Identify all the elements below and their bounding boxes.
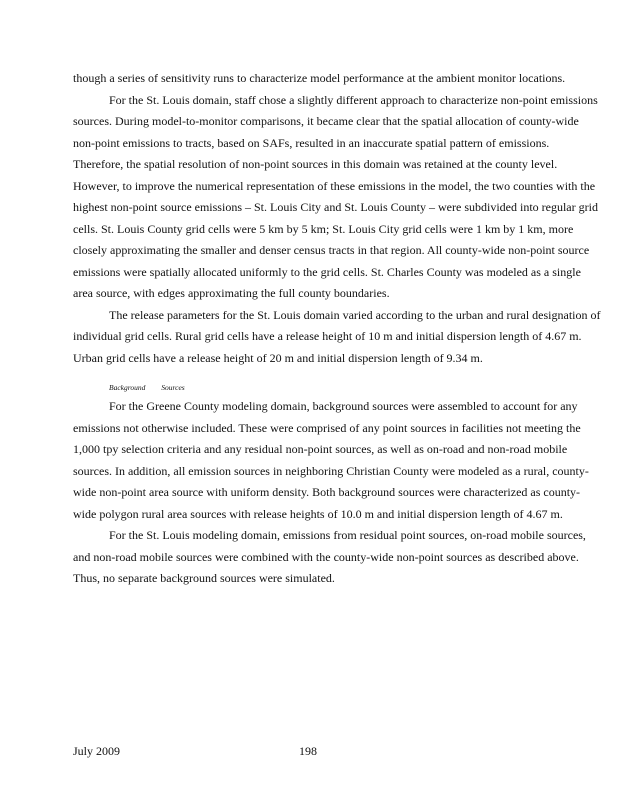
footer-date: July 2009: [73, 744, 121, 758]
section-heading-background-sources: Background Sources: [109, 383, 185, 392]
page-footer: [73, 744, 601, 762]
paragraph-continuation: though a series of sensitivity runs to characterize model performance at the ambient monitor locations.: [73, 71, 566, 85]
paragraph-greene-county: For the Greene County modeling domain, background sources were assembled to account for any emissions not otherwise included. These were comprised of any point sources in facilities not meeting the 1,000 tpy selection criteria and any residual non-point sources, as well as on-road and non-road mobile sources. In addition, all emission sources in neighboring Christian County were modeled as a rural, county-wide non-point area source with uniform density. Both background sources were characterized as county-wide polygon rural area sources with release heights of 10.0 m and initial dispersion length of 4.67 m.: [73, 399, 589, 521]
page-number: 198: [299, 744, 317, 758]
document-body: [73, 68, 601, 590]
paragraph-release-parameters: The release parameters for the St. Louis domain varied according to the urban and rural designation of individual grid cells. Rural grid cells have a release height of 10 m and initial dispersion length of 4.67 m. Urban grid cells have a release height of 20 m and initial dispersion length of 9.34 m.: [73, 307, 601, 365]
paragraph-st-louis-domain: For the St. Louis domain, staff chose a slightly different approach to characterize non-point emissions sources. During model-to-monitor comparisons, it became clear that the spatial allocation of county-wide non-point emissions to tracts, based on SAFs, resulted in an inaccurate spatial pattern of emissions. Therefore, the spatial resolution of non-point sources in this domain was retained at the county level. However, to improve the numerical representation of these emissions in the model, the two counties with the highest non-point source emissions – St. Louis City and St. Louis County – were subdivided into regular grid cells. St. Louis County grid cells were 5 km by 5 km; St. Louis City grid cells were 1 km by 1 km, more closely approximating the smaller and denser census tracts in that region. All county-wide non-point source emissions were spatially allocated uniformly to the grid cells. St. Charles County was modeled as a single area source, with edges approximating the full county boundaries.: [73, 92, 598, 300]
paragraph-st-louis-background: For the St. Louis modeling domain, emissions from residual point sources, on-road mobile sources, and non-road mobile sources were combined with the county-wide non-point sources as described above. Thus, no separate background sources were simulated.: [73, 528, 586, 585]
